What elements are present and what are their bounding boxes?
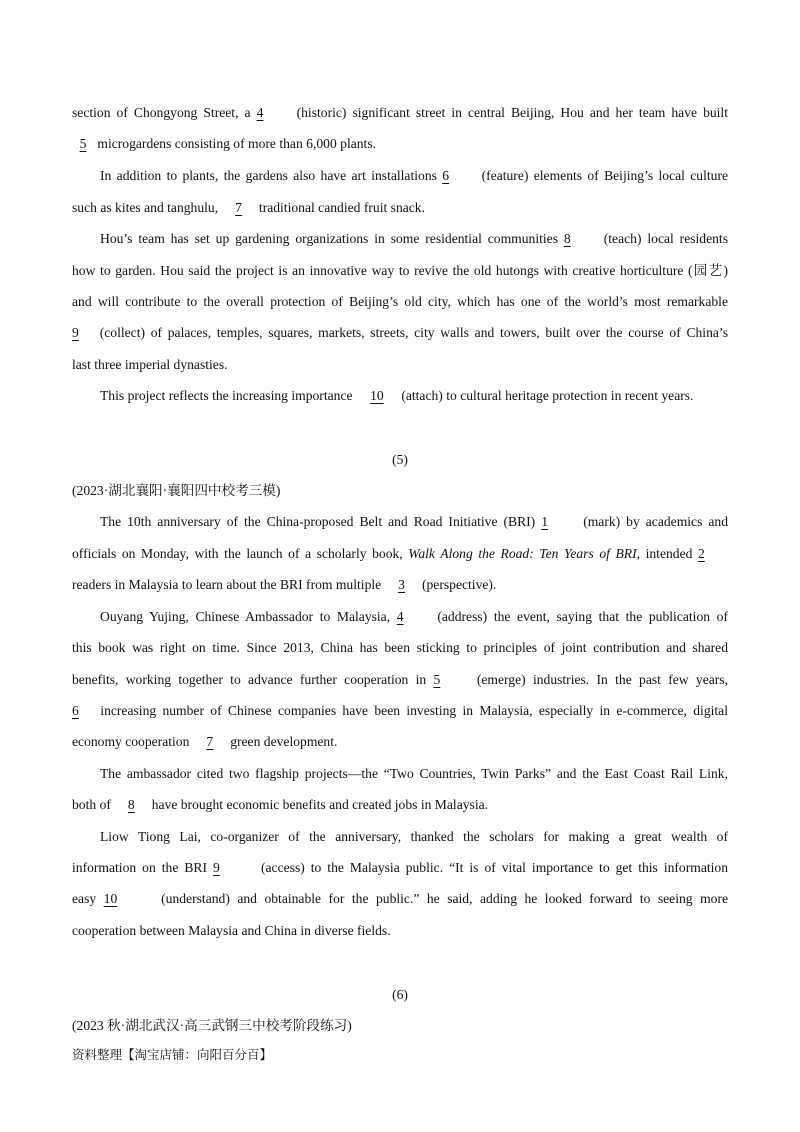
p4-line-3: In addition to plants, the gardens also have art installations 6 (feature) elements of Beijing’s local culture [100, 168, 729, 183]
blank-5[interactable]: 5 [433, 672, 441, 687]
p5-line-11: Liow Tiong Lai, co-organizer of the anniversary, thanked the scholars for making a great wealth of [100, 829, 728, 844]
p5-line-1: The 10th anniversary of the China-proposed Belt and Road Initiative (BRI) 1 (mark) by academics and [100, 514, 728, 529]
p4-line-9: last three imperial dynasties. [72, 357, 228, 372]
p4-line-4: such as kites and tanghulu, 7 traditional candied fruit snack. [72, 200, 425, 215]
footer-note: 资料整理【淘宝店铺：向阳百分百】 [72, 1047, 273, 1062]
passage-6-source: (2023 秋·湖北武汉·高三武钢三中校考阶段练习) [72, 1018, 352, 1033]
blank-5[interactable]: 5 [79, 136, 87, 151]
blank-2[interactable]: 2 [698, 546, 705, 561]
blank-10[interactable]: 10 [370, 388, 384, 403]
p5-line-5: this book was right on time. Since 2013, China has been sticking to principles of joint contribution and shared [72, 640, 728, 655]
p5-line-7: 6 increasing number of Chinese companies have been investing in Malaysia, especially in e-commerce, digital [72, 703, 728, 718]
blank-9[interactable]: 9 [72, 325, 79, 340]
p4-line-6: how to garden. Hou said the project is an innovative way to revive the old hutongs with creative horticulture (园艺) [72, 263, 728, 278]
blank-10[interactable]: 10 [103, 891, 118, 906]
p5-line-13: easy 10 (understand) and obtainable for the public.” he said, adding he looked forward to seeing more [72, 891, 729, 906]
p5-line-10: both of 8 have brought economic benefits and created jobs in Malaysia. [72, 797, 489, 812]
blank-8[interactable]: 8 [127, 797, 135, 812]
blank-1[interactable]: 1 [541, 514, 548, 529]
p5-line-3: readers in Malaysia to learn about the BRI from multiple 3 (perspective). [72, 577, 497, 592]
blank-7[interactable]: 7 [235, 200, 242, 215]
passage-5-number: (5) [392, 452, 408, 467]
blank-4[interactable]: 4 [396, 609, 404, 624]
p4-line-2: 5 microgardens consisting of more than 6,000 plants. [72, 135, 728, 153]
p5-line-9: The ambassador cited two flagship projects—the “Two Countries, Twin Parks” and the East Coast Rail Link, [100, 766, 728, 781]
blank-6[interactable]: 6 [72, 703, 79, 718]
blank-9[interactable]: 9 [213, 860, 220, 875]
p5-line-8: economy cooperation 7 green development. [72, 734, 338, 749]
p5-line-2: officials on Monday, with the launch of a scholarly book, Walk Along the Road: Ten Years of BRI, intended 2 [72, 545, 728, 563]
p5-line-12: information on the BRI 9 (access) to the Malaysia public. “It is of vital importance to get this information [72, 860, 729, 875]
passage-6-number: (6) [392, 987, 408, 1002]
p4-line-1: section of Chongyong Street, a 4 (historic) significant street in central Beijing, Hou and her team have built [72, 105, 728, 120]
p5-line-4: Ouyang Yujing, Chinese Ambassador to Malaysia, 4 (address) the event, saying that the publication of [100, 609, 728, 624]
p4-line-8: 9 (collect) of palaces, temples, squares, markets, streets, city walls and towers, built over the course of China’s [72, 325, 728, 340]
p4-line-10: This project reflects the increasing importance 10 (attach) to cultural heritage protection in recent years. [100, 388, 694, 403]
p5-line-6: benefits, working together to advance further cooperation in 5 (emerge) industries. In the past few years, [72, 672, 729, 687]
blank-6[interactable]: 6 [442, 168, 450, 183]
blank-8[interactable]: 8 [563, 231, 571, 246]
blank-3[interactable]: 3 [398, 577, 405, 592]
p4-line-5: Hou’s team has set up gardening organizations in some residential communities 8 (teach) local residents [100, 231, 728, 246]
p5-line-14: cooperation between Malaysia and China in diverse fields. [72, 923, 391, 938]
blank-4[interactable]: 4 [256, 105, 264, 120]
p4-line-7: and will contribute to the overall protection of Beijing’s old city, which has one of the world’s most remarkable [72, 294, 728, 309]
blank-7[interactable]: 7 [206, 734, 214, 749]
passage-5-source: (2023·湖北襄阳·襄阳四中校考三模) [72, 483, 281, 498]
